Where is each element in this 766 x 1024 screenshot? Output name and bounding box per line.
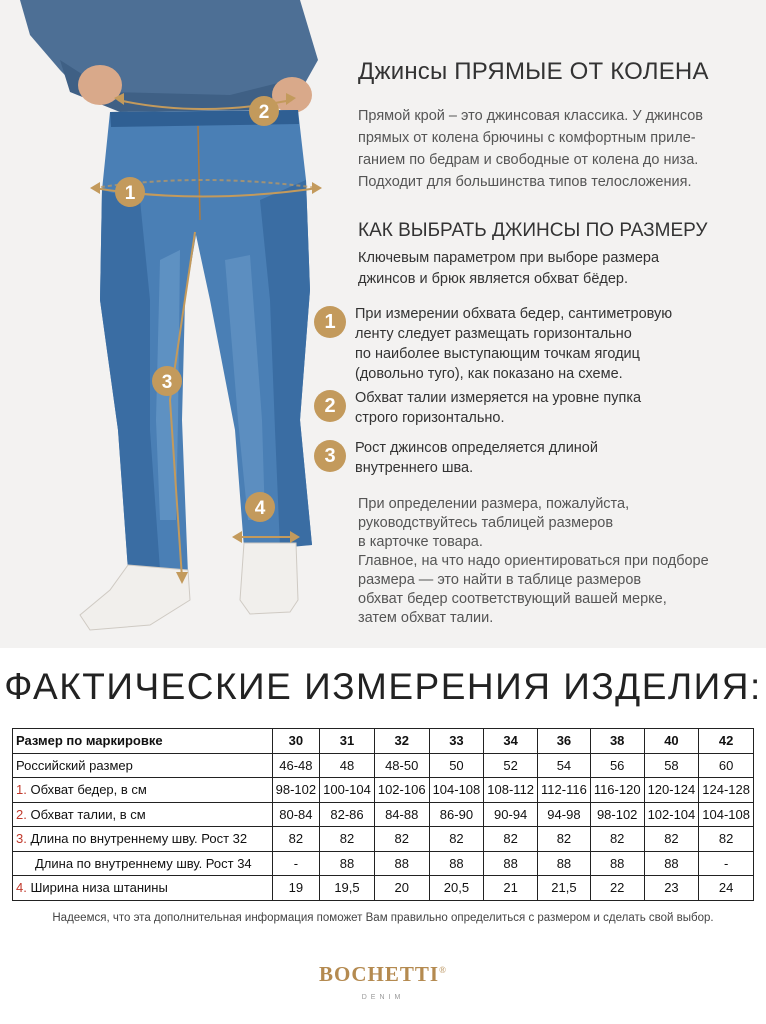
- note-line: При определении размера, пожалуйста,: [358, 496, 630, 512]
- table-cell: 52: [484, 753, 538, 778]
- header-label: Размер по маркировке: [13, 729, 273, 754]
- table-cell: 82: [374, 827, 429, 852]
- size-header-cell: 34: [484, 729, 538, 754]
- step-line: Рост джинсов определяется длиной: [355, 440, 598, 456]
- table-cell: 21: [484, 876, 538, 901]
- footer-note: Надеемся, что эта дополнительная информация поможет Вам правильно определиться с размером и сделать свой выбор.: [52, 912, 714, 924]
- page-title: Джинсы ПРЯМЫЕ ОТ КОЛЕНА: [358, 58, 709, 85]
- table-cell: -: [699, 851, 754, 876]
- table-cell: 60: [699, 753, 754, 778]
- table-cell: 88: [374, 851, 429, 876]
- size-advice-note: [358, 495, 758, 628]
- intro-line: прямых от колена брючины с комфортным приле-: [358, 130, 696, 146]
- table-row-russian-size: [13, 753, 754, 778]
- marker-4: [245, 492, 275, 522]
- table-cell: 88: [644, 851, 699, 876]
- table-cell: 82: [699, 827, 754, 852]
- step-3-text: [355, 438, 598, 478]
- table-cell: 88: [484, 851, 538, 876]
- size-header-cell: 31: [320, 729, 375, 754]
- table-cell: 20,5: [429, 876, 484, 901]
- table-row-hips: [13, 778, 754, 803]
- table-cell: 19,5: [320, 876, 375, 901]
- row-label: [13, 778, 273, 803]
- step-line: При измерении обхвата бедер, сантиметровую: [355, 306, 673, 322]
- step-line: по наиболее выступающим точкам ягодиц: [355, 346, 640, 362]
- table-cell: 82: [484, 827, 538, 852]
- table-cell: 48-50: [374, 753, 429, 778]
- table-cell: 21,5: [538, 876, 591, 901]
- note-line: затем обхват талии.: [358, 610, 494, 626]
- table-cell: 88: [538, 851, 591, 876]
- step-1-badge: 1: [314, 306, 346, 338]
- table-cell: 82: [429, 827, 484, 852]
- brand-subtitle: DENIM: [361, 994, 405, 1001]
- brand-name: BOCHETTI: [319, 962, 440, 986]
- table-cell: 82: [644, 827, 699, 852]
- how-to-choose-heading: КАК ВЫБРАТЬ ДЖИНСЫ ПО РАЗМЕРУ: [358, 220, 708, 241]
- size-header-cell: 40: [644, 729, 699, 754]
- row-label-text: Обхват бедер, в см: [30, 782, 147, 798]
- measurements-heading: ФАКТИЧЕСКИЕ ИЗМЕРЕНИЯ ИЗДЕЛИЯ:: [4, 666, 762, 707]
- size-table: [12, 728, 754, 901]
- size-header-cell: 32: [374, 729, 429, 754]
- table-cell: 88: [320, 851, 375, 876]
- note-line: в карточке товара.: [358, 534, 483, 550]
- size-header-cell: 30: [272, 729, 319, 754]
- marker-3: [152, 366, 182, 396]
- row-label: [13, 753, 273, 778]
- step-3: [314, 438, 754, 478]
- table-cell: 82: [590, 827, 644, 852]
- row-label-text: Длина по внутреннему шву. Рост 32: [30, 831, 248, 847]
- table-cell: -: [272, 851, 319, 876]
- table-row-inseam-34: [13, 851, 754, 876]
- table-cell: 108-112: [484, 778, 538, 803]
- size-header-cell: 36: [538, 729, 591, 754]
- size-header-cell: 42: [699, 729, 754, 754]
- step-line: строго горизонтально.: [355, 410, 505, 426]
- marker-1: [115, 177, 145, 207]
- table-header-row: [13, 729, 754, 754]
- table-cell: 58: [644, 753, 699, 778]
- table-cell: 20: [374, 876, 429, 901]
- marker-1-label: 1: [124, 183, 136, 204]
- key-line: Ключевым параметром при выборе размера: [358, 250, 660, 266]
- intro-line: Прямой крой – это джинсовая классика. У джинсов: [358, 108, 704, 124]
- note-line: руководствуйтесь таблицей размеров: [358, 515, 614, 531]
- table-cell: 94-98: [538, 802, 591, 827]
- step-1: [314, 304, 754, 388]
- row-label-text: Российский размер: [16, 757, 133, 773]
- marker-3-label: 3: [161, 372, 173, 393]
- row-number: 4.: [16, 880, 27, 896]
- table-cell: 84-88: [374, 802, 429, 827]
- step-1-text: [355, 304, 672, 384]
- brand-logo: [0, 962, 766, 987]
- step-line: ленту следует размещать горизонтально: [355, 326, 632, 342]
- marker-2-label: 2: [258, 102, 270, 123]
- table-cell: 90-94: [484, 802, 538, 827]
- table-cell: 82: [272, 827, 319, 852]
- note-line: обхват бедер соответствующий вашей мерке,: [358, 591, 667, 607]
- table-cell: 24: [699, 876, 754, 901]
- row-label: [13, 851, 273, 876]
- table-cell: 48: [320, 753, 375, 778]
- table-cell: 98-102: [590, 802, 644, 827]
- row-number: 2.: [16, 806, 27, 822]
- row-label: [13, 802, 273, 827]
- marker-4-label: 4: [254, 498, 266, 519]
- table-cell: 98-102: [272, 778, 319, 803]
- row-label-text: Ширина низа штанины: [30, 880, 168, 896]
- brand-mark: ®: [439, 965, 447, 975]
- table-cell: 23: [644, 876, 699, 901]
- step-line: Обхват талии измеряется на уровне пупка: [355, 390, 642, 406]
- size-header-cell: 38: [590, 729, 644, 754]
- jeans-measurement-figure: [0, 0, 330, 648]
- intro-line: Подходит для большинства типов телосложения.: [358, 174, 692, 190]
- table-cell: 46-48: [272, 753, 319, 778]
- key-line: джинсов и брюк является обхват бёдер.: [358, 271, 629, 287]
- step-3-badge: 3: [314, 440, 346, 472]
- table-cell: 82: [538, 827, 591, 852]
- step-2-text: [355, 388, 641, 428]
- table-cell: 56: [590, 753, 644, 778]
- intro-text: [358, 105, 758, 193]
- table-cell: 19: [272, 876, 319, 901]
- step-2: [314, 388, 754, 428]
- left-hand: [78, 65, 122, 105]
- table-cell: 112-116: [538, 778, 591, 803]
- row-number: 3.: [16, 831, 27, 847]
- table-cell: 50: [429, 753, 484, 778]
- step-line: внутреннего шва.: [355, 460, 474, 476]
- intro-line: ганием по бедрам и свободные от колена до низа.: [358, 152, 699, 168]
- note-line: Главное, на что надо ориентироваться при подборе: [358, 553, 709, 569]
- table-cell: 102-104: [644, 802, 699, 827]
- table-row-hem-width: [13, 876, 754, 901]
- right-shoe: [240, 543, 298, 614]
- note-line: размера — это найти в таблице размеров: [358, 572, 642, 588]
- table-cell: 104-108: [699, 802, 754, 827]
- table-cell: 104-108: [429, 778, 484, 803]
- row-number: 1.: [16, 782, 27, 798]
- step-2-badge: 2: [314, 390, 346, 422]
- table-cell: 86-90: [429, 802, 484, 827]
- table-cell: 116-120: [590, 778, 644, 803]
- table-cell: 124-128: [699, 778, 754, 803]
- row-label: [13, 827, 273, 852]
- table-cell: 82-86: [320, 802, 375, 827]
- table-cell: 88: [590, 851, 644, 876]
- table-row-inseam-32: [13, 827, 754, 852]
- step-line: (довольно туго), как показано на схеме.: [355, 366, 623, 382]
- row-label-text: Обхват талии, в см: [30, 806, 146, 822]
- table-cell: 80-84: [272, 802, 319, 827]
- size-header-cell: 33: [429, 729, 484, 754]
- table-row-waist: [13, 802, 754, 827]
- table-cell: 82: [320, 827, 375, 852]
- table-cell: 88: [429, 851, 484, 876]
- row-label-text: Длина по внутреннему шву. Рост 34: [35, 855, 252, 871]
- key-parameter-text: [358, 248, 758, 290]
- marker-2: [249, 96, 279, 126]
- table-cell: 54: [538, 753, 591, 778]
- table-cell: 120-124: [644, 778, 699, 803]
- table-cell: 22: [590, 876, 644, 901]
- left-shoe: [80, 565, 190, 630]
- table-cell: 100-104: [320, 778, 375, 803]
- row-label: [13, 876, 273, 901]
- table-cell: 102-106: [374, 778, 429, 803]
